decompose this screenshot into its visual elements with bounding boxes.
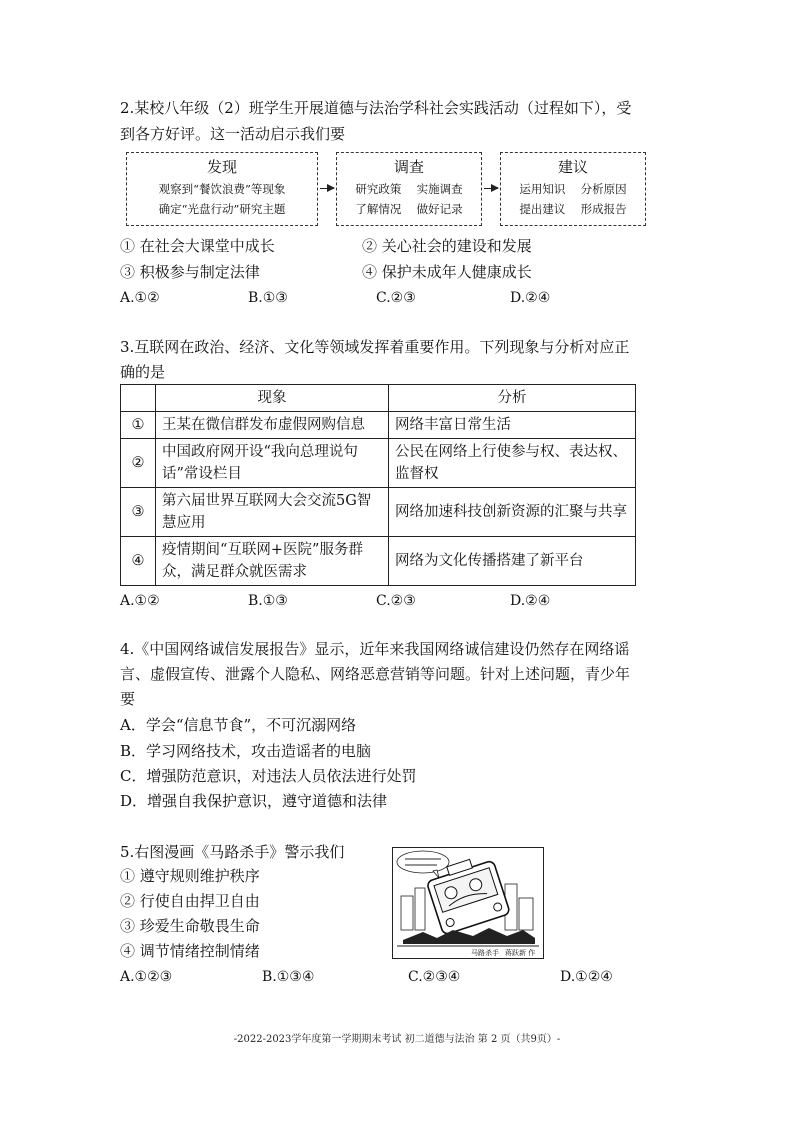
q5-item-1: ① 遵守规则维护秩序 <box>120 867 260 885</box>
row-number: ① <box>121 412 156 439</box>
q2-choice-d: D.②④ <box>510 290 551 306</box>
table-row <box>121 488 636 537</box>
q5-choice-d: D.①②④ <box>560 969 613 985</box>
q5-choice-a: A.①②③ <box>120 969 173 985</box>
flow-box-line: 了解情况 做好记录 <box>355 202 463 216</box>
q2-choice-c: C.②③ <box>376 290 416 306</box>
q3-choice-d: D.②④ <box>510 593 551 609</box>
q3-choice-a: A.①② <box>120 593 160 609</box>
flow-box-investigate <box>336 152 482 226</box>
row-number: ④ <box>121 537 156 586</box>
flow-box-title: 调查 <box>393 158 424 176</box>
row-phenomenon: 中国政府网开设“我向总理说句话”常设栏目 <box>156 439 389 488</box>
cartoon-road-killer <box>392 847 544 959</box>
q4-option-d: D．增强自我保护意识，遵守道德和法律 <box>120 792 388 810</box>
page-footer: -2022-2023学年度第一学期期末考试 初二道德与法治 第 2 页（共9页）- <box>233 1034 561 1045</box>
table-header-phenomenon: 现象 <box>156 385 389 412</box>
q3-table <box>120 384 636 586</box>
q4-stem-line1: 4.《中国网络诚信发展报告》显示，近年来我国网络诚信建设仍然存在网络谣 <box>120 640 630 658</box>
q2-item-2: ② 关心社会的建设和发展 <box>362 237 532 255</box>
row-analysis: 公民在网络上行使参与权、表达权、监督权 <box>389 439 636 488</box>
cartoon-drawing <box>393 848 543 958</box>
flow-box-discover <box>126 152 318 226</box>
q5-item-2: ② 行使自由捍卫自由 <box>120 892 260 910</box>
q2-item-1: ① 在社会大课堂中成长 <box>120 237 275 255</box>
q5-item-4: ④ 调节情绪控制情绪 <box>120 942 260 960</box>
flow-arrow-2 <box>484 188 498 189</box>
q4-stem-line3: 要 <box>120 690 136 708</box>
flow-box-line: 观察到“餐饮浪费”等现象 <box>158 182 286 196</box>
row-analysis: 网络为文化传播搭建了新平台 <box>389 537 636 586</box>
q4-option-b: B．学习网络技术，攻击造谣者的电脑 <box>120 742 372 760</box>
row-number: ② <box>121 439 156 488</box>
q3-choice-b: B.①③ <box>248 593 288 609</box>
q2-stem-line2: 到各方好评。这一活动启示我们要 <box>120 125 346 143</box>
row-phenomenon: 疫情期间“互联网+医院”服务群众，满足群众就医需求 <box>156 537 389 586</box>
q5-choice-b: B.①③④ <box>262 969 315 985</box>
q3-choice-c: C.②③ <box>376 593 416 609</box>
q2-item-4: ④ 保护未成年人健康成长 <box>362 263 532 281</box>
q3-stem-line2: 确的是 <box>120 363 166 381</box>
q5-item-3: ③ 珍爱生命敬畏生命 <box>120 917 260 935</box>
table-row <box>121 412 636 439</box>
q2-item-3: ③ 积极参与制定法律 <box>120 263 260 281</box>
flow-box-suggest <box>500 152 646 226</box>
row-phenomenon: 第六届世界互联网大会交流5G智慧应用 <box>156 488 389 537</box>
row-analysis: 网络加速科技创新资源的汇聚与共享 <box>389 488 636 537</box>
row-number: ③ <box>121 488 156 537</box>
q4-option-a: A．学会“信息节食”，不可沉溺网络 <box>120 716 357 734</box>
q5-choice-c: C.②③④ <box>408 969 461 985</box>
table-row <box>121 439 636 488</box>
flow-box-title: 建议 <box>557 158 588 176</box>
cartoon-caption-author: 蒋跃新 作 <box>505 949 536 957</box>
q4-stem-line2: 言、虚假宣传、泄露个人隐私、网络恶意营销等问题。针对上述问题，青少年 <box>120 665 631 683</box>
row-analysis: 网络丰富日常生活 <box>389 412 636 439</box>
q3-stem-line1: 3.互联网在政治、经济、文化等领域发挥着重要作用。下列现象与分析对应正 <box>120 338 630 356</box>
q4-option-c: C．增强防范意识，对违法人员依法进行处罚 <box>120 767 417 785</box>
flow-box-title: 发现 <box>206 158 237 176</box>
flow-arrow-1 <box>320 188 334 189</box>
table-header-blank <box>121 385 156 412</box>
row-phenomenon: 王某在微信群发布虚假网购信息 <box>156 412 389 439</box>
q2-stem-line1: 2.某校八年级（2）班学生开展道德与法治学科社会实践活动（过程如下），受 <box>120 99 632 117</box>
q2-choice-a: A.①② <box>120 290 160 306</box>
table-row <box>121 537 636 586</box>
flow-box-line: 研究政策 实施调查 <box>355 182 463 196</box>
table-header-analysis: 分析 <box>389 385 636 412</box>
q5-stem: 5.右图漫画《马路杀手》警示我们 <box>120 843 345 861</box>
flow-box-line: 运用知识 分析原因 <box>519 182 627 196</box>
flow-box-line: 提出建议 形成报告 <box>519 202 627 216</box>
flow-box-line: 确定“光盘行动”研究主题 <box>158 202 286 216</box>
q2-choice-b: B.①③ <box>248 290 288 306</box>
cartoon-caption-title: 马路杀手 <box>471 949 499 957</box>
